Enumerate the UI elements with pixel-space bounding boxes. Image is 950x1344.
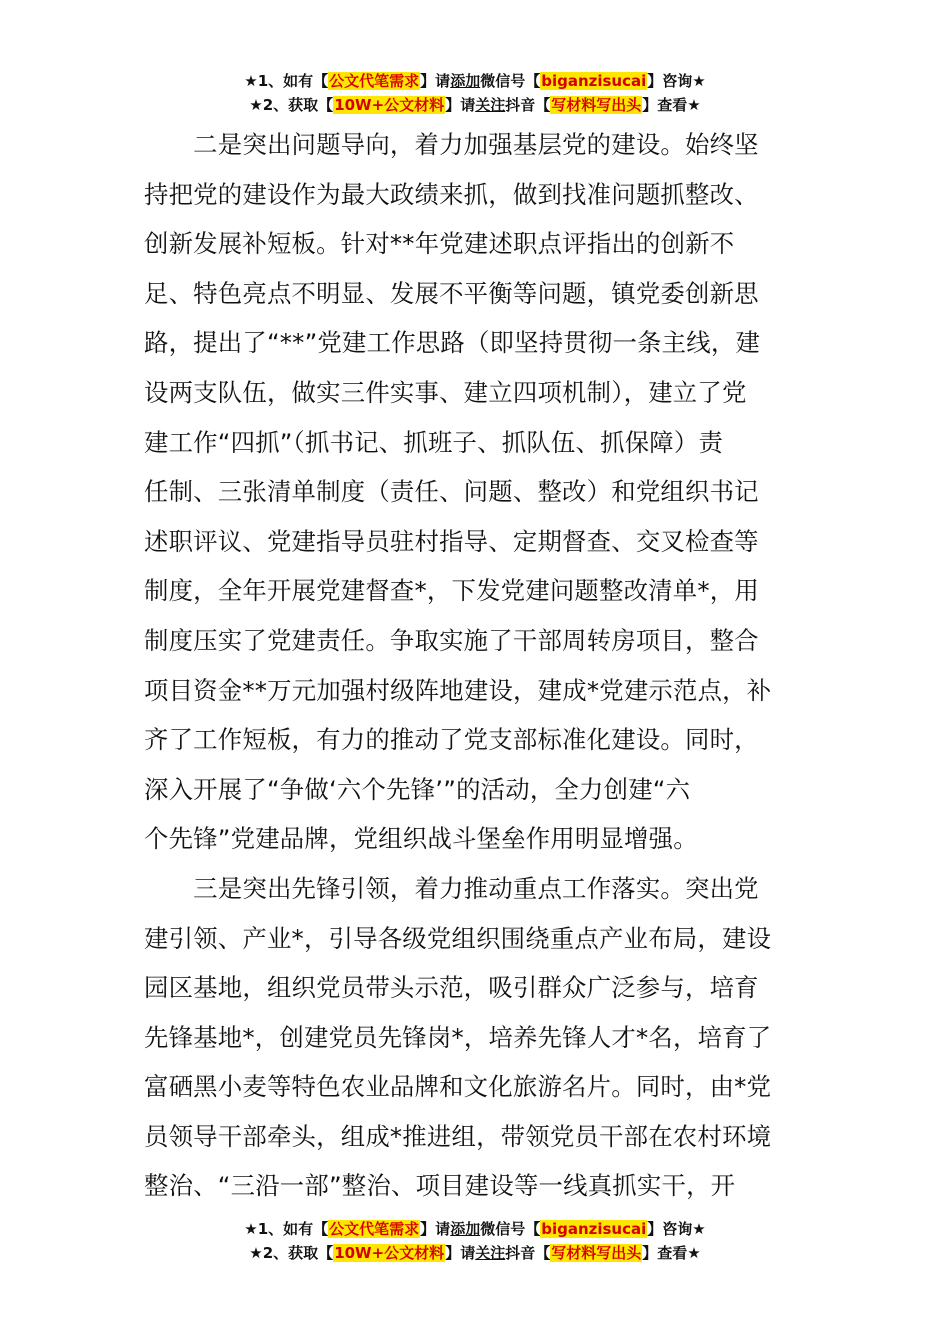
banner-text: ★1、如有【 — [244, 72, 329, 90]
document-body — [144, 120, 809, 1211]
highlight-douyin-account: 写材料写出头 — [551, 1244, 642, 1262]
body-line: 述职评议、党建指导员驻村指导、定期督查、交叉检查等 — [144, 526, 759, 556]
body-line: 建引领、产业*，引导各级党组织围绕重点产业布局，建设 — [144, 923, 772, 953]
body-line: 持把党的建设作为最大政绩来抓，做到找准问题抓整改、 — [144, 179, 759, 209]
footer-banner — [0, 1218, 950, 1266]
body-line: 设两支队伍，做实三件实事、建立四项机制），建立了党 — [144, 377, 747, 407]
highlight-wechat-id: biganzisucai — [541, 1220, 647, 1238]
add-link[interactable]: 添加 — [450, 1220, 481, 1238]
header-banner-line-2 — [0, 94, 950, 118]
banner-text: ★2、获取【 — [249, 96, 334, 114]
banner-text: 】咨询★ — [647, 72, 706, 90]
body-line: 三是突出先锋引领，着力推动重点工作落实。突出党 — [144, 873, 759, 903]
body-line: 二是突出问题导向，着力加强基层党的建设。始终坚 — [144, 130, 759, 159]
highlight-douyin-account: 写材料写出头 — [551, 96, 642, 114]
body-line: 建工作“四抓”（抓书记、抓班子、抓队伍、抓保障）责 — [144, 427, 724, 457]
body-line: 齐了工作短板，有力的推动了党支部标准化建设。同时， — [144, 725, 759, 755]
banner-text: 】请 — [445, 96, 476, 114]
body-line: 个先锋”党建品牌，党组织战斗堡垒作用明显增强。 — [144, 824, 698, 854]
body-line: 路，提出了“**”党建工作思路（即坚持贯彻一条主线，建 — [144, 328, 761, 358]
banner-text: 微信号【 — [480, 72, 541, 90]
highlight-ghostwriting: 公文代笔需求 — [329, 72, 420, 90]
header-banner — [0, 70, 950, 118]
highlight-wechat-id: biganzisucai — [541, 72, 647, 90]
banner-text: 】查看★ — [642, 1244, 701, 1262]
body-line: 先锋基地*，创建党员先锋岗*，培养先锋人才*名，培育了 — [144, 1022, 772, 1052]
banner-text: 抖音【 — [505, 1244, 551, 1262]
footer-banner-line-2 — [0, 1242, 950, 1266]
body-line: 员领导干部牵头，组成*推进组，带领党员干部在农村环境 — [144, 1121, 772, 1151]
banner-text: 】请 — [420, 1220, 451, 1238]
add-link[interactable]: 添加 — [450, 72, 481, 90]
body-line: 深入开展了“争做‘六个先锋’”的活动，全力创建“六 — [144, 774, 691, 804]
body-line: 制度，全年开展党建督查*，下发党建问题整改清单*，用 — [144, 576, 759, 606]
body-line: 整治、“三沿一部”整治、项目建设等一线真抓实干，开 — [144, 1171, 736, 1201]
body-line: 足、特色亮点不明显、发展不平衡等问题，镇党委创新思 — [144, 278, 759, 308]
banner-text: 】咨询★ — [647, 1220, 706, 1238]
banner-text: ★2、获取【 — [249, 1244, 334, 1262]
highlight-materials: 10W+公文材料 — [334, 96, 445, 114]
banner-text: 抖音【 — [505, 96, 551, 114]
body-line: 园区基地，组织党员带头示范，吸引群众广泛参与，培育 — [144, 973, 759, 1003]
banner-text: 】请 — [420, 72, 451, 90]
highlight-materials: 10W+公文材料 — [334, 1244, 445, 1262]
body-line: 创新发展补短板。针对**年党建述职点评指出的创新不 — [144, 229, 735, 259]
banner-text: ★1、如有【 — [244, 1220, 329, 1238]
follow-link[interactable]: 关注 — [475, 96, 506, 114]
header-banner-line-1 — [0, 70, 950, 94]
banner-text: 】请 — [445, 1244, 476, 1262]
highlight-ghostwriting: 公文代笔需求 — [329, 1220, 420, 1238]
banner-text: 微信号【 — [480, 1220, 541, 1238]
footer-banner-line-1 — [0, 1218, 950, 1242]
body-line: 项目资金**万元加强村级阵地建设，建成*党建示范点，补 — [144, 675, 772, 705]
body-line: 任制、三张清单制度（责任、问题、整改）和党组织书记 — [144, 477, 759, 507]
body-line: 制度压实了党建责任。争取实施了干部周转房项目，整合 — [144, 625, 759, 655]
body-line: 富硒黑小麦等特色农业品牌和文化旅游名片。同时，由*党 — [144, 1072, 772, 1102]
follow-link[interactable]: 关注 — [475, 1244, 506, 1262]
banner-text: 】查看★ — [642, 96, 701, 114]
